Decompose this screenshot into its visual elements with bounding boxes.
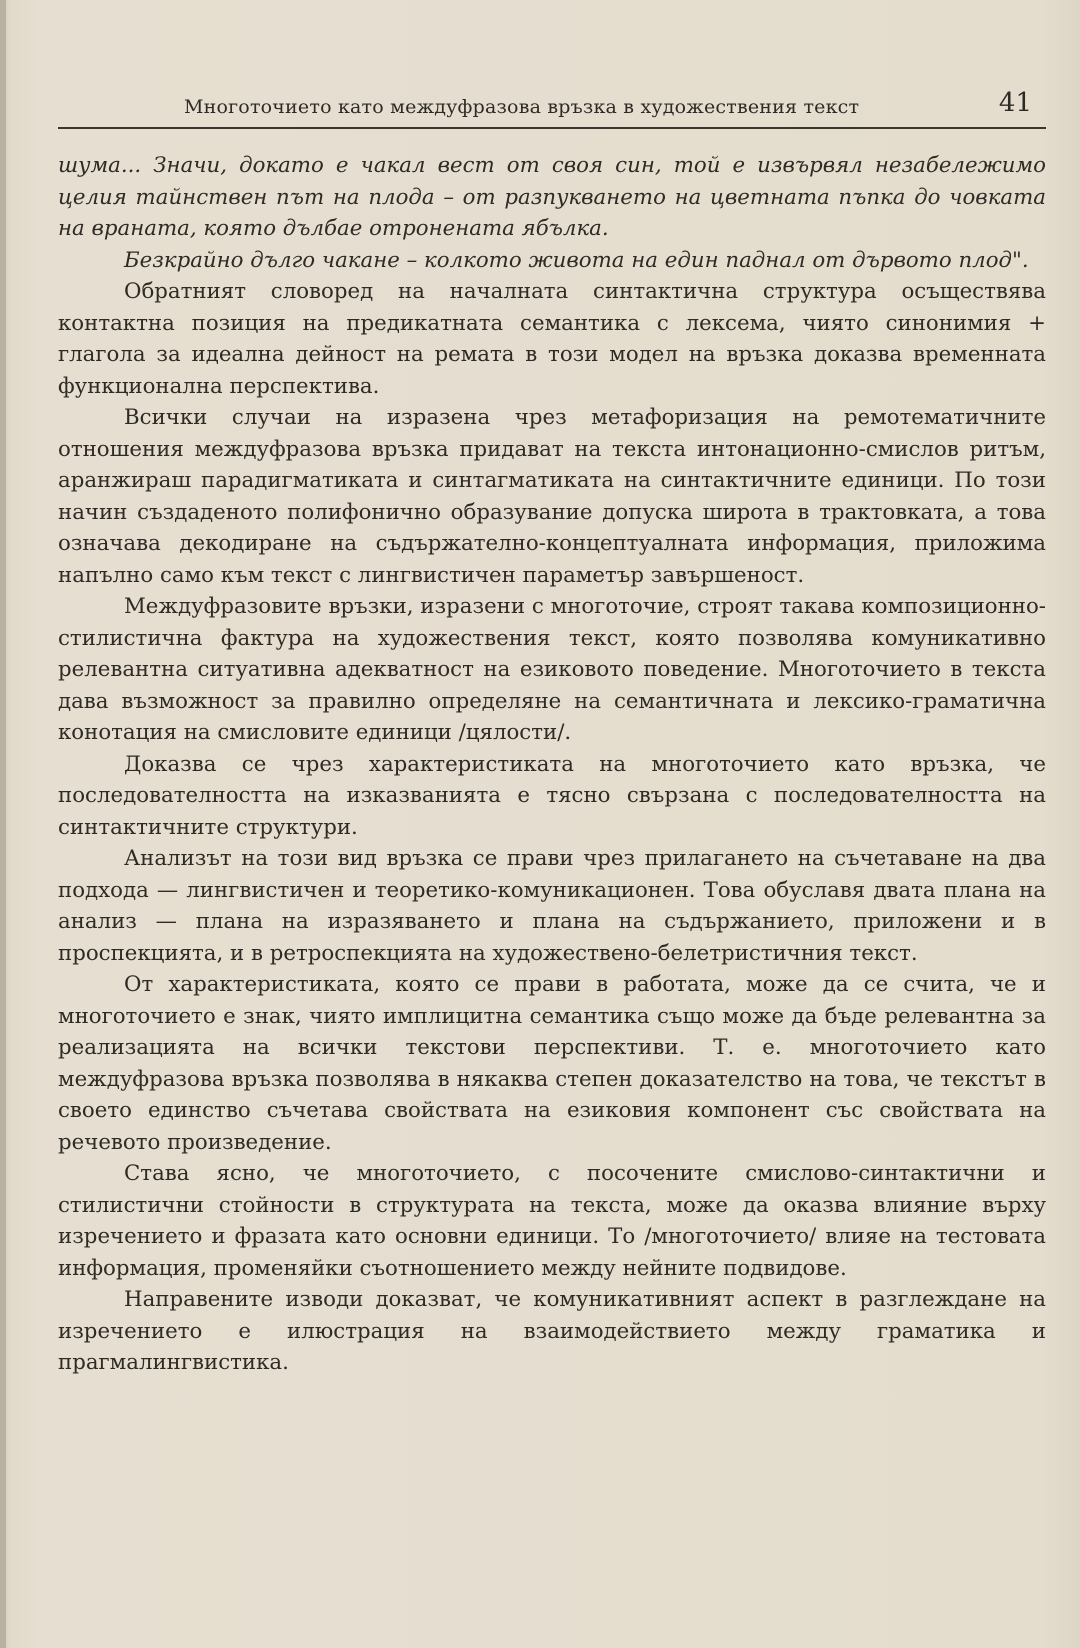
paragraph: От характеристиката, която се прави в работата, може да се счита, че и многоточието е знак, чиято имплицитна семантика също може да бъде релевантна за реализацията на всички текстови перспективи. Т. е. многоточието като междуфразова връзка позволява в някаква степен доказателство на това, че текстът в своето единство съчетава свойствата на езиковия компонент със свойствата на речевото произведение. — [58, 972, 1046, 1155]
quote-paragraph-continued: шума... Значи, докато е чакал вест от своя син, той е извървял незабележимо целия тайнствен път на плода – от разпукването на цветната пъпка до човката на враната, която дълбае отронената ябълка. — [58, 153, 1046, 241]
paragraph: Става ясно, че многоточието, с посочените смислово-синтактични и стилистични стойности в структурата на текста, може да оказва влияние върху изречението и фразата като основни единици. То /многоточието/ влияе на тестовата информация, променяйки съотношението между нейните подвидове. — [58, 1161, 1046, 1281]
paragraph: Анализът на този вид връзка се прави чрез прилагането на съчетаване на два подхода — лингвистичен и теоретико-комуникационен. Това обуславя двата плана на анализ — плана на изразяването и плана на съдържанието, приложени и в проспекцията, и в ретроспекцията на художествено-белетристичния текст. — [58, 846, 1046, 966]
body-text — [58, 150, 1046, 1379]
running-header — [58, 88, 1046, 126]
paragraph: Доказва се чрез характеристиката на многоточието като връзка, че последователността на изказванията е тясно свързана с последователността на синтактичните структури. — [58, 751, 1046, 840]
paragraph: Обратният словоред на началната синтактична структура осъществява контактна позиция на предикатната семантика с лексема, чиято синонимия + глагола за идеална дейност на ремата в този модел на връзка доказва временната функционална перспектива. — [58, 279, 1046, 399]
paragraph: Направените изводи доказват, че комуникативният аспект в разглеждане на изречението е илюстрация на взаимодействието между граматика и прагмалингвистика. — [58, 1287, 1046, 1375]
running-header-title: Многоточието като междуфразова връзка в художествения текст — [184, 96, 860, 118]
binding-shadow — [0, 0, 6, 1648]
header-rule — [58, 127, 1046, 129]
page-number: 41 — [998, 88, 1032, 118]
paragraph: Всички случаи на изразена чрез метафоризация на ремотематичните отношения междуфразова връзка придават на текста интонационно-смислов ритъм, аранжираш парадигматиката и синтагматиката на синтактичните единици. По този начин създаденото полифонично образувание допуска широта в трактовката, а това означава декодиране на съдържателно-концептуалната информация, приложима напълно само към текст с лингвистичен параметър завършеност. — [58, 405, 1046, 588]
quote-paragraph: Безкрайно дълго чакане – колкото живота на един паднал от дървото плод". — [124, 247, 1029, 273]
paragraph: Междуфразовите връзки, изразени с многоточие, строят такава композиционно-стилистична фактура на художествения текст, която позволява комуникативно релевантна ситуативна адекватност на езиковото поведение. Многоточието в текста дава възможност за правилно определяне на семантичната и лексико-граматична конотация на смисловите единици /цялости/. — [58, 594, 1046, 745]
